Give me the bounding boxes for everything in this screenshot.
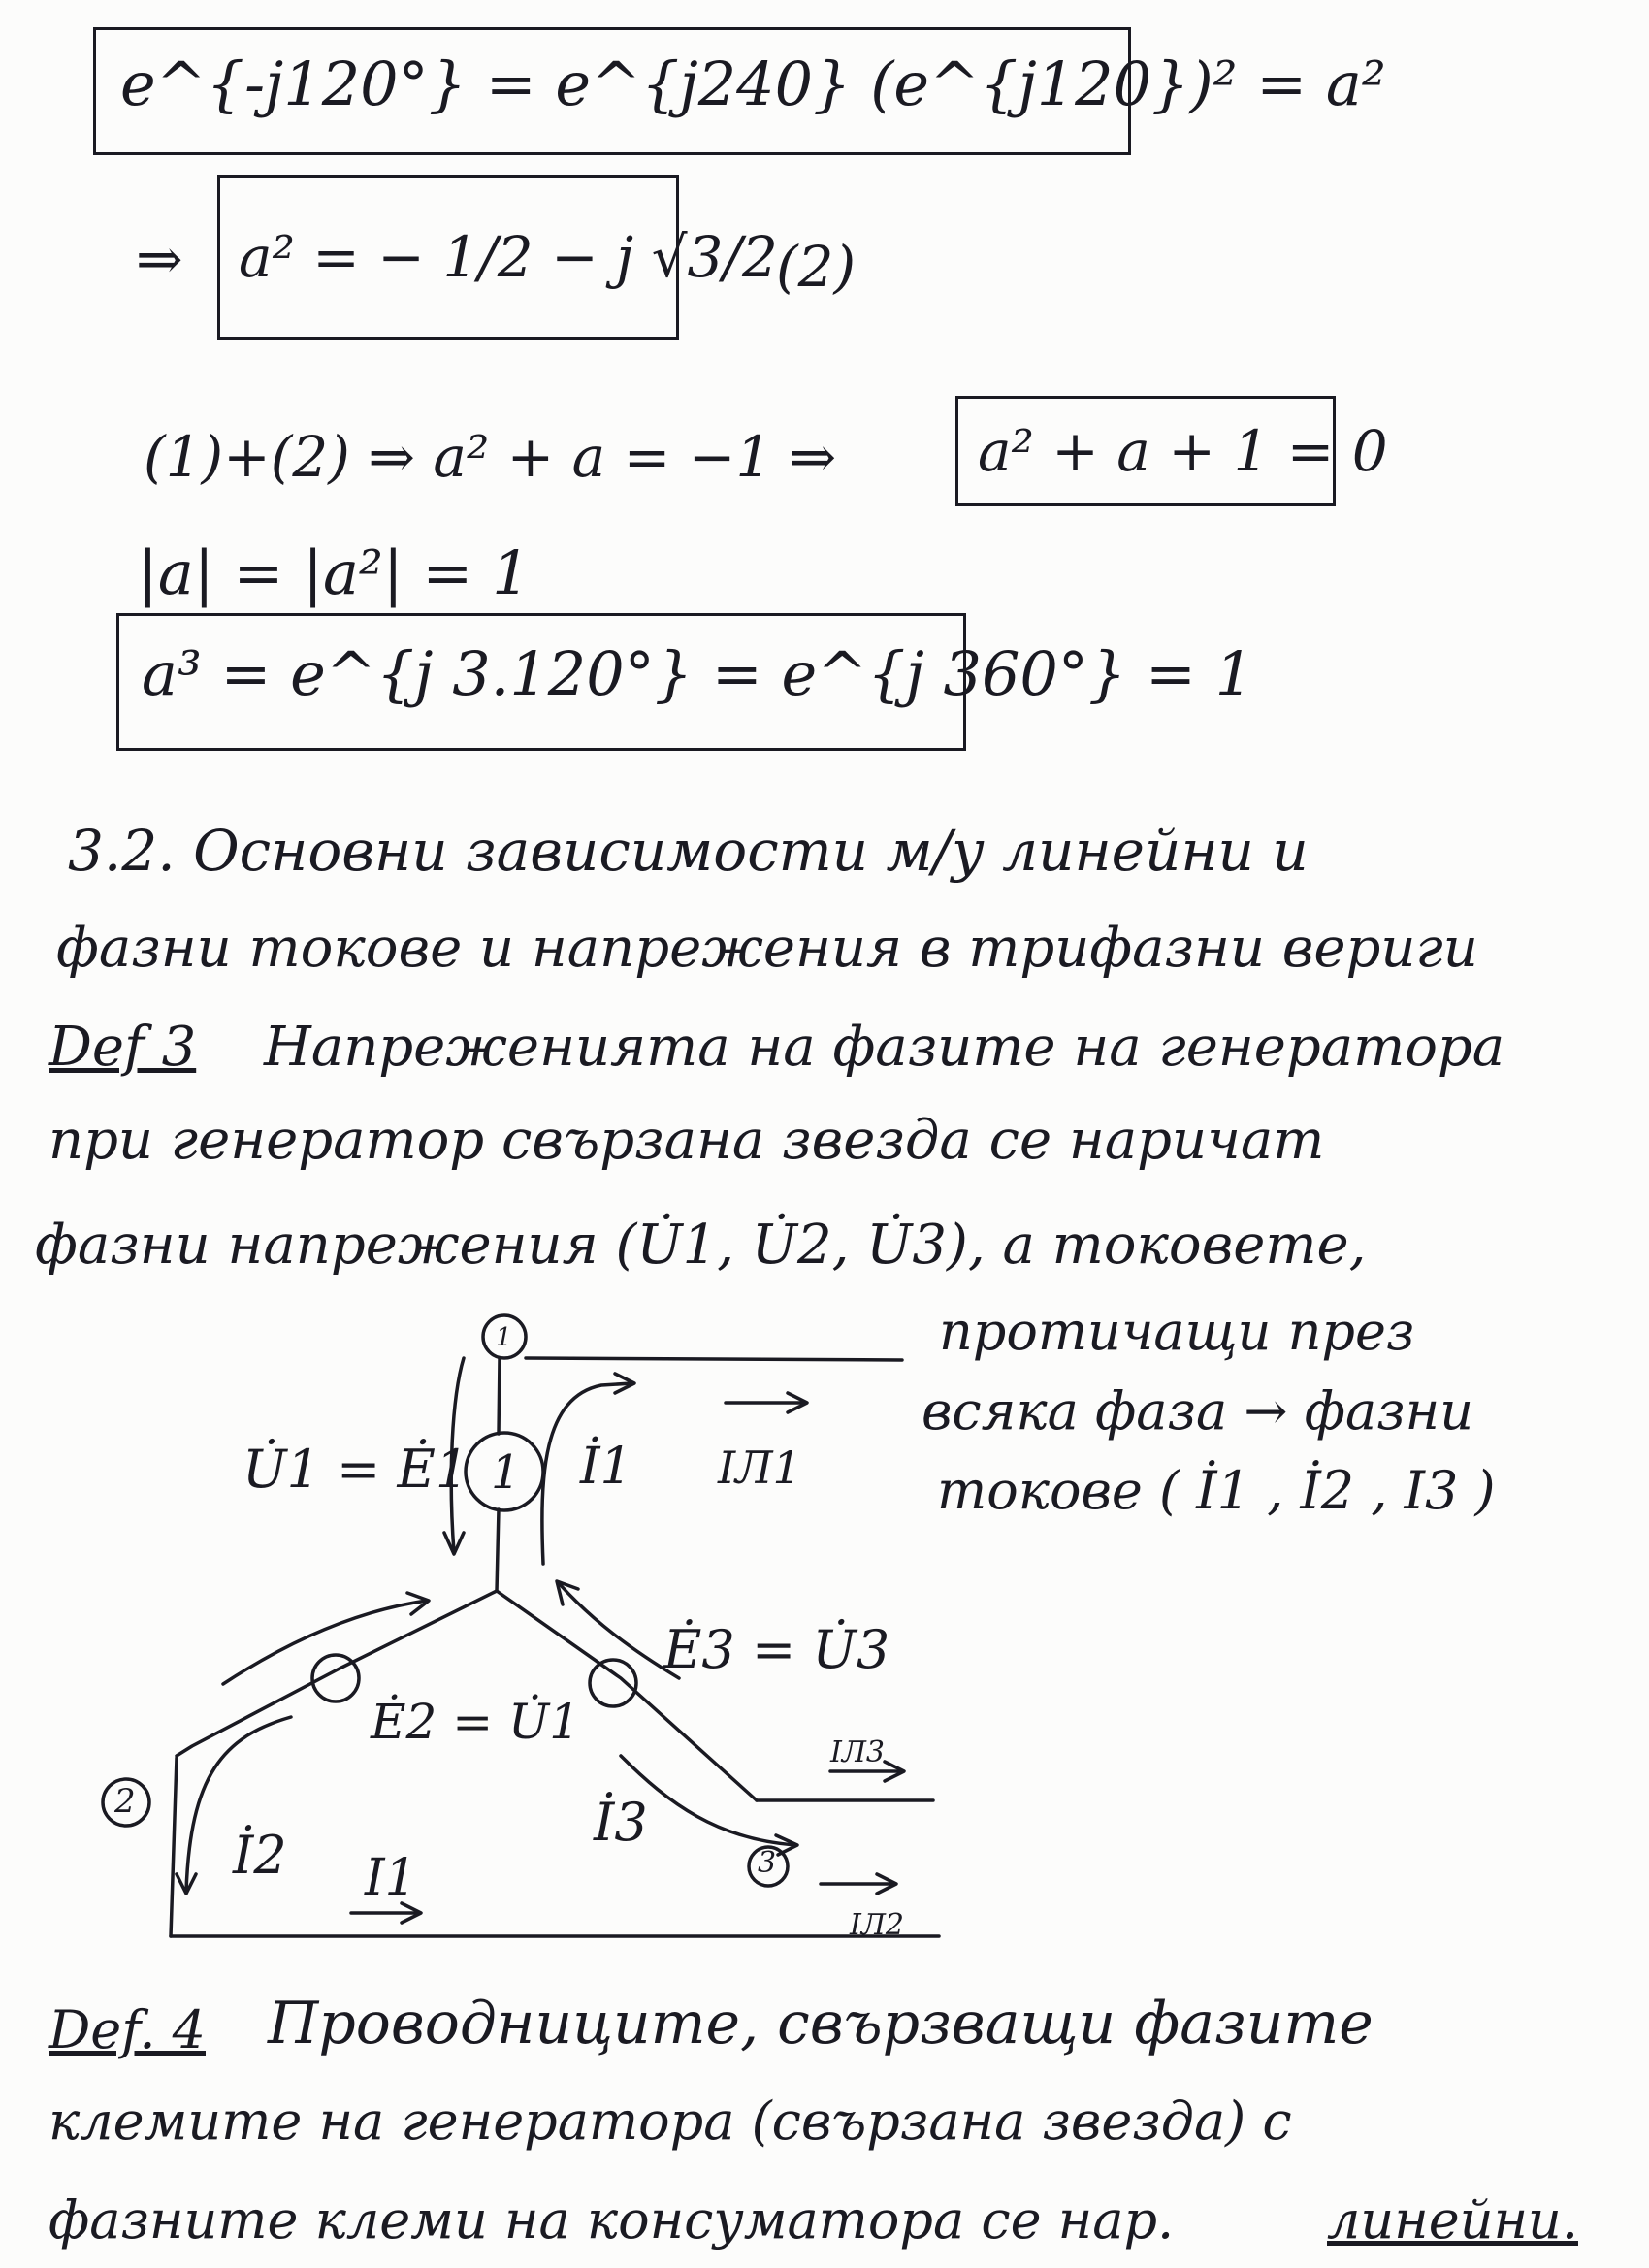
- section-heading-line-2: фазни токове и напрежения в трифазни вериги: [56, 917, 1478, 980]
- def4-line-1: Проводниците, свързващи фазите: [268, 1990, 1374, 2057]
- def3-label: Def 3: [48, 1016, 197, 1079]
- il1-label: IЛ1: [718, 1442, 801, 1494]
- def3-line-2: при генератор свързана звезда се наричат: [48, 1109, 1325, 1172]
- def3-line-6: токове ( İ1 , İ2 , I3 ): [937, 1460, 1496, 1521]
- il3-label: IЛ3: [830, 1735, 885, 1769]
- def3-line-4: протичащи през: [939, 1301, 1415, 1362]
- def4-underlined-word: линейни.: [1327, 2189, 1578, 2251]
- def3-line-5: всяка фаза → фазни: [922, 1380, 1473, 1442]
- node-top-label: 1: [496, 1323, 512, 1352]
- equation-5: a³ = e^{j 3.120°} = e^{j 360°} = 1: [142, 638, 1254, 709]
- implies-arrow: ⇒: [136, 226, 183, 292]
- equation-1: e^{-j120°} = e^{j240} (e^{j120})² = a²: [120, 49, 1386, 119]
- equation-4: |a| = |a²| = 1: [138, 537, 531, 608]
- line-left-vertical: [171, 1758, 177, 1936]
- node-left-label: 2: [114, 1782, 136, 1821]
- node-right-label: 3: [758, 1846, 777, 1880]
- def4-label: Def. 4: [48, 1999, 206, 2060]
- arrow-e3: [559, 1583, 679, 1678]
- equation-2: a² = − 1/2 − j √3/2: [239, 224, 778, 290]
- def3-line-3: фазни напрежения (U̇1, U̇2, U̇3), а токовете,: [35, 1214, 1367, 1277]
- i2-label: İ2: [233, 1825, 287, 1886]
- source-3-circle: [590, 1660, 636, 1706]
- i1-bottom-label: I1: [365, 1849, 417, 1907]
- e2-u1-label: Ė2 = U̇1: [371, 1694, 580, 1750]
- line-top: [526, 1358, 902, 1360]
- i1-phase-label: İ1: [580, 1438, 632, 1496]
- section-heading-line-1: 3.2. Основни зависимости м/у линейни и: [68, 818, 1309, 884]
- il2-label: IЛ2: [850, 1908, 904, 1942]
- equation-3-left: (1)+(2) ⇒ a² + a = −1 ⇒: [144, 424, 837, 490]
- def3-line-1: Напреженията на фазите на генератора: [264, 1016, 1505, 1079]
- def4-line-2: клемите на генератора (свързана звезда) с: [48, 2090, 1292, 2152]
- equation-number-2: (2): [776, 234, 857, 300]
- equation-3-boxed: a² + a + 1 = 0: [978, 418, 1388, 484]
- source-1-label: 1: [491, 1445, 521, 1500]
- e3-u3-label: Ė3 = U̇3: [663, 1619, 890, 1680]
- u1-e1-label: U̇1 = Ė1: [242, 1439, 469, 1500]
- i3-label: İ3: [594, 1792, 648, 1853]
- def4-line-3: фазните клеми на консуматора се нар.: [48, 2189, 1175, 2251]
